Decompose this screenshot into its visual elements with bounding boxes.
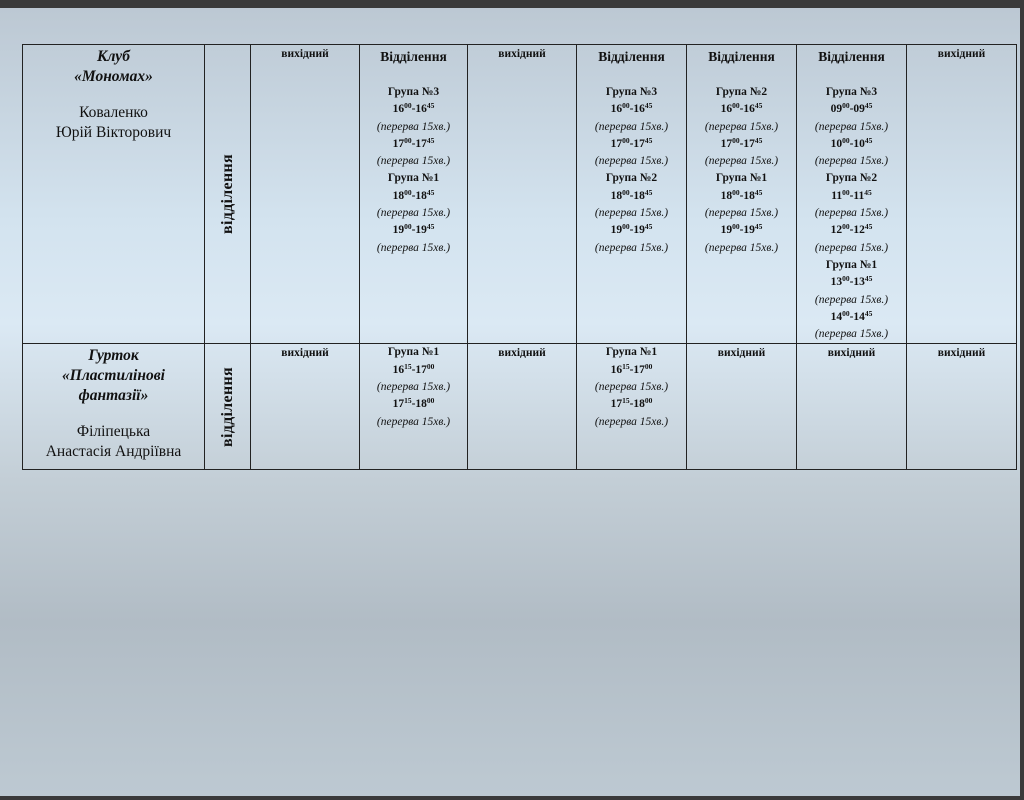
end-hour: -18 bbox=[411, 189, 427, 202]
end-hour: -18 bbox=[739, 189, 755, 202]
start-hour: 17 bbox=[720, 137, 733, 150]
start-minutes: 00 bbox=[732, 222, 740, 232]
end-minutes: 00 bbox=[644, 361, 653, 371]
start-minutes: 00 bbox=[404, 135, 412, 145]
time-range bbox=[360, 101, 467, 118]
end-hour: -16 bbox=[411, 103, 427, 116]
start-minutes: 15 bbox=[404, 396, 412, 406]
break-note: (перерва 15хв.) bbox=[704, 120, 779, 133]
time-slot bbox=[577, 84, 686, 136]
day-off-label: вихідний bbox=[281, 48, 329, 60]
group-label: Група №3 bbox=[605, 86, 658, 98]
end-minutes: 45 bbox=[644, 101, 653, 111]
time-range bbox=[797, 309, 906, 326]
break-note: (перерва 15хв.) bbox=[814, 155, 889, 168]
time-range bbox=[687, 188, 796, 205]
break-note: (перерва 15хв.) bbox=[594, 241, 669, 254]
time-slot bbox=[687, 222, 796, 257]
start-hour: 16 bbox=[610, 103, 623, 116]
end-hour: -17 bbox=[411, 363, 427, 376]
end-hour: -18 bbox=[629, 398, 645, 411]
leader-name bbox=[23, 103, 204, 143]
club-name-line: «Мономах» bbox=[74, 68, 153, 85]
break-note: (перерва 15хв.) bbox=[376, 381, 451, 394]
break-note: (перерва 15хв.) bbox=[594, 155, 669, 168]
end-minutes: 45 bbox=[864, 135, 873, 145]
end-hour: -16 bbox=[739, 103, 755, 116]
day-cell bbox=[577, 344, 687, 470]
start-minutes: 15 bbox=[622, 396, 630, 406]
department-label: Відділення bbox=[598, 49, 665, 64]
end-hour: -18 bbox=[629, 189, 645, 202]
start-hour: 17 bbox=[392, 137, 405, 150]
time-range bbox=[360, 362, 467, 379]
start-hour: 19 bbox=[720, 224, 733, 237]
end-minutes: 45 bbox=[644, 222, 653, 232]
group-label: Група №2 bbox=[605, 172, 658, 185]
day-off-label: вихідний bbox=[498, 48, 546, 60]
start-hour: 18 bbox=[610, 189, 623, 202]
end-hour: -17 bbox=[629, 137, 645, 150]
schedule-row bbox=[23, 45, 1017, 344]
start-hour: 14 bbox=[830, 310, 843, 323]
time-range bbox=[577, 222, 686, 239]
end-hour: -18 bbox=[411, 398, 427, 411]
start-hour: 09 bbox=[830, 103, 843, 116]
start-hour: 17 bbox=[392, 398, 405, 411]
time-slot bbox=[360, 222, 467, 257]
break-note: (перерва 15хв.) bbox=[814, 241, 889, 254]
time-range bbox=[797, 222, 906, 239]
end-minutes: 00 bbox=[644, 396, 653, 406]
group-label: Група №1 bbox=[605, 346, 658, 359]
start-hour: 16 bbox=[392, 363, 405, 376]
time-slot bbox=[687, 136, 796, 171]
break-note: (перерва 15хв.) bbox=[594, 207, 669, 220]
break-note: (перерва 15хв.) bbox=[704, 241, 779, 254]
time-slot bbox=[687, 84, 796, 136]
day-cell bbox=[360, 344, 468, 470]
break-note: (перерва 15хв.) bbox=[376, 207, 451, 220]
schedule-body bbox=[23, 45, 1017, 470]
day-off-label: вихідний bbox=[937, 48, 986, 60]
start-minutes: 00 bbox=[842, 135, 850, 145]
break-note: (перерва 15хв.) bbox=[594, 381, 669, 394]
vertical-label-cell bbox=[205, 344, 251, 470]
start-minutes: 00 bbox=[842, 187, 850, 197]
end-minutes: 45 bbox=[754, 187, 763, 197]
leader-name bbox=[23, 422, 204, 462]
end-hour: -19 bbox=[629, 224, 645, 237]
time-range bbox=[797, 101, 906, 118]
end-minutes: 45 bbox=[754, 101, 763, 111]
leader-name-line: Філіпецька bbox=[76, 423, 151, 441]
day-cell bbox=[577, 45, 687, 344]
time-slot bbox=[360, 136, 467, 171]
start-minutes: 00 bbox=[732, 135, 740, 145]
start-hour: 16 bbox=[392, 103, 405, 116]
start-hour: 17 bbox=[610, 398, 623, 411]
club-name bbox=[23, 47, 204, 87]
start-hour: 19 bbox=[610, 224, 623, 237]
day-cell bbox=[687, 45, 797, 344]
end-minutes: 00 bbox=[426, 396, 435, 406]
time-slot bbox=[577, 222, 686, 257]
time-slot bbox=[360, 170, 467, 222]
time-slot bbox=[797, 84, 906, 136]
time-range bbox=[687, 101, 796, 118]
day-cell bbox=[687, 344, 797, 470]
group-label: Група №1 bbox=[825, 258, 878, 271]
start-minutes: 00 bbox=[732, 187, 740, 197]
leader-name-line: Анастасія Андріївна bbox=[45, 443, 182, 461]
time-range bbox=[797, 274, 906, 291]
schedule-table bbox=[22, 44, 1017, 470]
end-minutes: 45 bbox=[644, 135, 653, 145]
time-range bbox=[360, 222, 467, 239]
end-hour: -14 bbox=[849, 310, 865, 323]
start-minutes: 00 bbox=[842, 308, 850, 318]
start-hour: 10 bbox=[830, 137, 843, 150]
end-hour: -17 bbox=[629, 363, 645, 376]
start-minutes: 00 bbox=[404, 101, 412, 111]
start-minutes: 00 bbox=[622, 187, 630, 197]
time-range bbox=[360, 396, 467, 413]
time-range bbox=[577, 136, 686, 153]
club-info-cell bbox=[23, 344, 205, 470]
end-hour: -11 bbox=[849, 189, 865, 202]
start-minutes: 00 bbox=[842, 101, 850, 111]
start-minutes: 00 bbox=[404, 187, 412, 197]
break-note: (перерва 15хв.) bbox=[594, 120, 669, 133]
start-minutes: 00 bbox=[842, 274, 850, 284]
time-slot bbox=[360, 84, 467, 136]
break-note: (перерва 15хв.) bbox=[814, 120, 889, 133]
time-slot bbox=[687, 170, 796, 222]
time-slot bbox=[797, 309, 906, 344]
day-off-label: вихідний bbox=[717, 347, 766, 360]
start-minutes: 00 bbox=[732, 101, 740, 111]
break-note: (перерва 15хв.) bbox=[376, 415, 451, 428]
day-cell bbox=[907, 45, 1017, 344]
start-minutes: 00 bbox=[842, 222, 850, 232]
time-range bbox=[360, 188, 467, 205]
start-minutes: 00 bbox=[622, 135, 630, 145]
start-minutes: 15 bbox=[622, 361, 630, 371]
group-label: Група №2 bbox=[825, 172, 878, 185]
break-note: (перерва 15хв.) bbox=[704, 207, 779, 220]
day-off-label: вихідний bbox=[281, 347, 329, 360]
vertical-label-cell bbox=[205, 45, 251, 344]
vertical-label: відділення bbox=[218, 367, 236, 447]
end-minutes: 45 bbox=[864, 101, 873, 111]
start-minutes: 00 bbox=[404, 222, 412, 232]
end-minutes: 45 bbox=[426, 135, 435, 145]
start-hour: 19 bbox=[392, 224, 405, 237]
time-slot bbox=[577, 344, 686, 396]
schedule-row bbox=[23, 344, 1017, 470]
end-hour: -19 bbox=[411, 224, 427, 237]
end-minutes: 45 bbox=[754, 222, 763, 232]
club-name-line: Гурток bbox=[88, 347, 139, 365]
start-hour: 18 bbox=[720, 189, 733, 202]
time-range bbox=[577, 396, 686, 413]
leader-name-line: Юрій Вікторович bbox=[55, 124, 172, 141]
end-hour: -09 bbox=[849, 103, 865, 116]
document-page bbox=[0, 8, 1020, 796]
time-slot bbox=[797, 136, 906, 171]
end-minutes: 45 bbox=[864, 222, 873, 232]
break-note: (перерва 15хв.) bbox=[814, 293, 889, 306]
end-minutes: 45 bbox=[864, 187, 872, 197]
day-cell bbox=[797, 344, 907, 470]
group-label: Група №3 bbox=[387, 86, 440, 98]
time-slot bbox=[577, 170, 686, 222]
club-info-cell bbox=[23, 45, 205, 344]
time-slot bbox=[797, 257, 906, 309]
day-cell bbox=[251, 344, 360, 470]
end-minutes: 45 bbox=[426, 222, 435, 232]
end-minutes: 00 bbox=[426, 361, 435, 371]
start-minutes: 15 bbox=[404, 361, 412, 371]
leader-name-line: Коваленко bbox=[79, 104, 148, 121]
break-note: (перерва 15хв.) bbox=[376, 120, 451, 133]
end-minutes: 45 bbox=[864, 274, 873, 284]
department-label: Відділення bbox=[380, 49, 447, 64]
day-cell bbox=[797, 45, 907, 344]
end-hour: -16 bbox=[629, 103, 645, 116]
group-label: Група №1 bbox=[387, 346, 440, 359]
end-minutes: 45 bbox=[426, 101, 435, 111]
start-hour: 12 bbox=[830, 224, 843, 237]
day-cell bbox=[468, 344, 577, 470]
day-cell bbox=[468, 45, 577, 344]
group-label: Група №2 bbox=[715, 86, 768, 98]
break-note: (перерва 15хв.) bbox=[814, 207, 889, 220]
end-hour: -17 bbox=[411, 137, 427, 150]
end-hour: -10 bbox=[849, 137, 865, 150]
time-range bbox=[797, 136, 906, 153]
day-off-label: вихідний bbox=[937, 347, 986, 360]
time-range bbox=[360, 136, 467, 153]
time-slot bbox=[577, 136, 686, 171]
day-cell bbox=[907, 344, 1017, 470]
time-range bbox=[577, 362, 686, 379]
department-label: Відділення bbox=[708, 49, 775, 64]
time-range bbox=[577, 188, 686, 205]
end-minutes: 45 bbox=[644, 187, 653, 197]
break-note: (перерва 15хв.) bbox=[376, 155, 451, 168]
start-minutes: 00 bbox=[622, 101, 630, 111]
day-off-label: вихідний bbox=[498, 347, 546, 360]
time-slot bbox=[797, 170, 906, 222]
break-note: (перерва 15хв.) bbox=[704, 155, 779, 168]
start-hour: 16 bbox=[720, 103, 733, 116]
time-slot bbox=[577, 396, 686, 431]
time-slot bbox=[360, 344, 467, 396]
day-off-label: вихідний bbox=[827, 347, 876, 360]
break-note: (перерва 15хв.) bbox=[376, 241, 451, 254]
end-minutes: 45 bbox=[426, 187, 435, 197]
break-note: (перерва 15хв.) bbox=[814, 328, 889, 341]
time-range bbox=[797, 188, 906, 205]
group-label: Група №3 bbox=[825, 86, 878, 98]
time-range bbox=[687, 136, 796, 153]
club-name-line: «Пластилінові bbox=[62, 367, 165, 385]
start-hour: 13 bbox=[830, 276, 843, 289]
day-cell bbox=[251, 45, 360, 344]
end-minutes: 45 bbox=[864, 308, 873, 318]
club-name bbox=[23, 346, 204, 406]
time-range bbox=[577, 101, 686, 118]
day-cell bbox=[360, 45, 468, 344]
end-hour: -12 bbox=[849, 224, 865, 237]
group-label: Група №1 bbox=[715, 172, 768, 185]
start-hour: 17 bbox=[610, 137, 623, 150]
end-hour: -19 bbox=[739, 224, 755, 237]
break-note: (перерва 15хв.) bbox=[594, 415, 669, 428]
time-range bbox=[687, 222, 796, 239]
start-hour: 11 bbox=[831, 189, 843, 202]
end-hour: -13 bbox=[849, 276, 865, 289]
time-slot bbox=[797, 222, 906, 257]
time-slot bbox=[360, 396, 467, 431]
vertical-label: відділення bbox=[218, 154, 236, 235]
club-name-line: Клуб bbox=[97, 48, 130, 65]
start-minutes: 00 bbox=[622, 222, 630, 232]
club-name-line: фантазії» bbox=[78, 387, 149, 405]
start-hour: 16 bbox=[610, 363, 623, 376]
end-hour: -17 bbox=[739, 137, 755, 150]
department-label: Відділення bbox=[818, 49, 885, 64]
group-label: Група №1 bbox=[387, 172, 440, 185]
end-minutes: 45 bbox=[754, 135, 763, 145]
start-hour: 18 bbox=[392, 189, 405, 202]
